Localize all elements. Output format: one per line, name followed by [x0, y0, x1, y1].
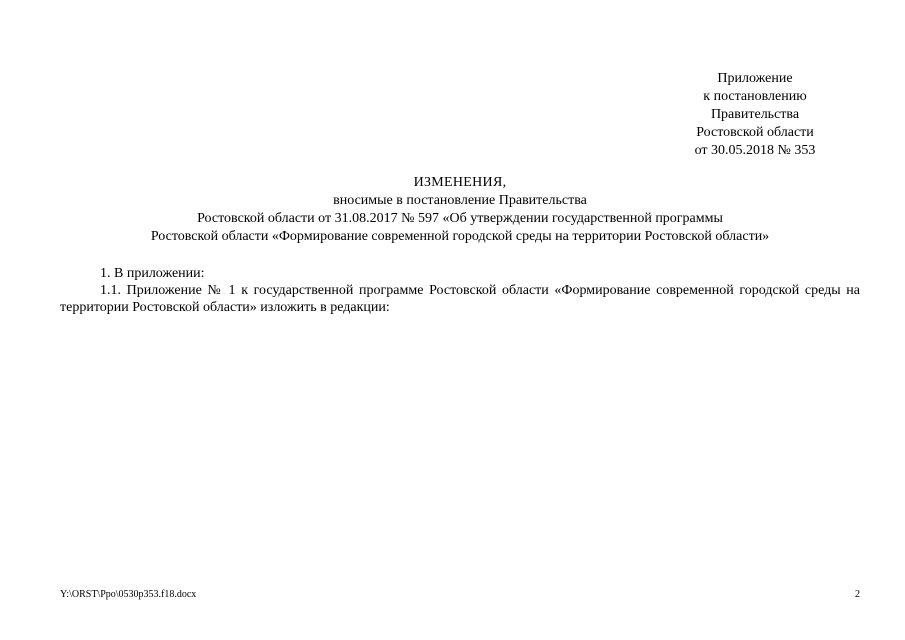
page-number: 2: [855, 589, 860, 600]
appendix-block: [670, 70, 840, 160]
body-paragraph: 1.1. Приложение № 1 к государственной программе Ростовской области «Формирование современной городской среды на территории Ростовской области» изложить в редакции:: [60, 283, 860, 315]
appendix-line: Приложение: [717, 71, 793, 86]
appendix-line: Правительства: [710, 107, 800, 122]
document-body: [60, 265, 860, 316]
file-path: Y:\ORST\Ppo\0530p353.f18.docx: [60, 589, 197, 600]
heading-line: Ростовской области от 31.08.2017 № 597 «Об утверждении государственной программы: [197, 211, 723, 226]
heading-title: ИЗМЕНЕНИЯ,: [413, 175, 507, 190]
appendix-line: к постановлению: [703, 89, 807, 104]
heading-line: Ростовской области «Формирование современной городской среды на территории Ростовской области»: [150, 229, 770, 244]
body-paragraph: 1. В приложении:: [100, 266, 205, 281]
appendix-line: от 30.05.2018 № 353: [694, 143, 816, 158]
heading-line: вносимые в постановление Правительства: [333, 193, 587, 208]
appendix-line: Ростовской области: [696, 125, 814, 140]
document-heading: [60, 174, 860, 246]
